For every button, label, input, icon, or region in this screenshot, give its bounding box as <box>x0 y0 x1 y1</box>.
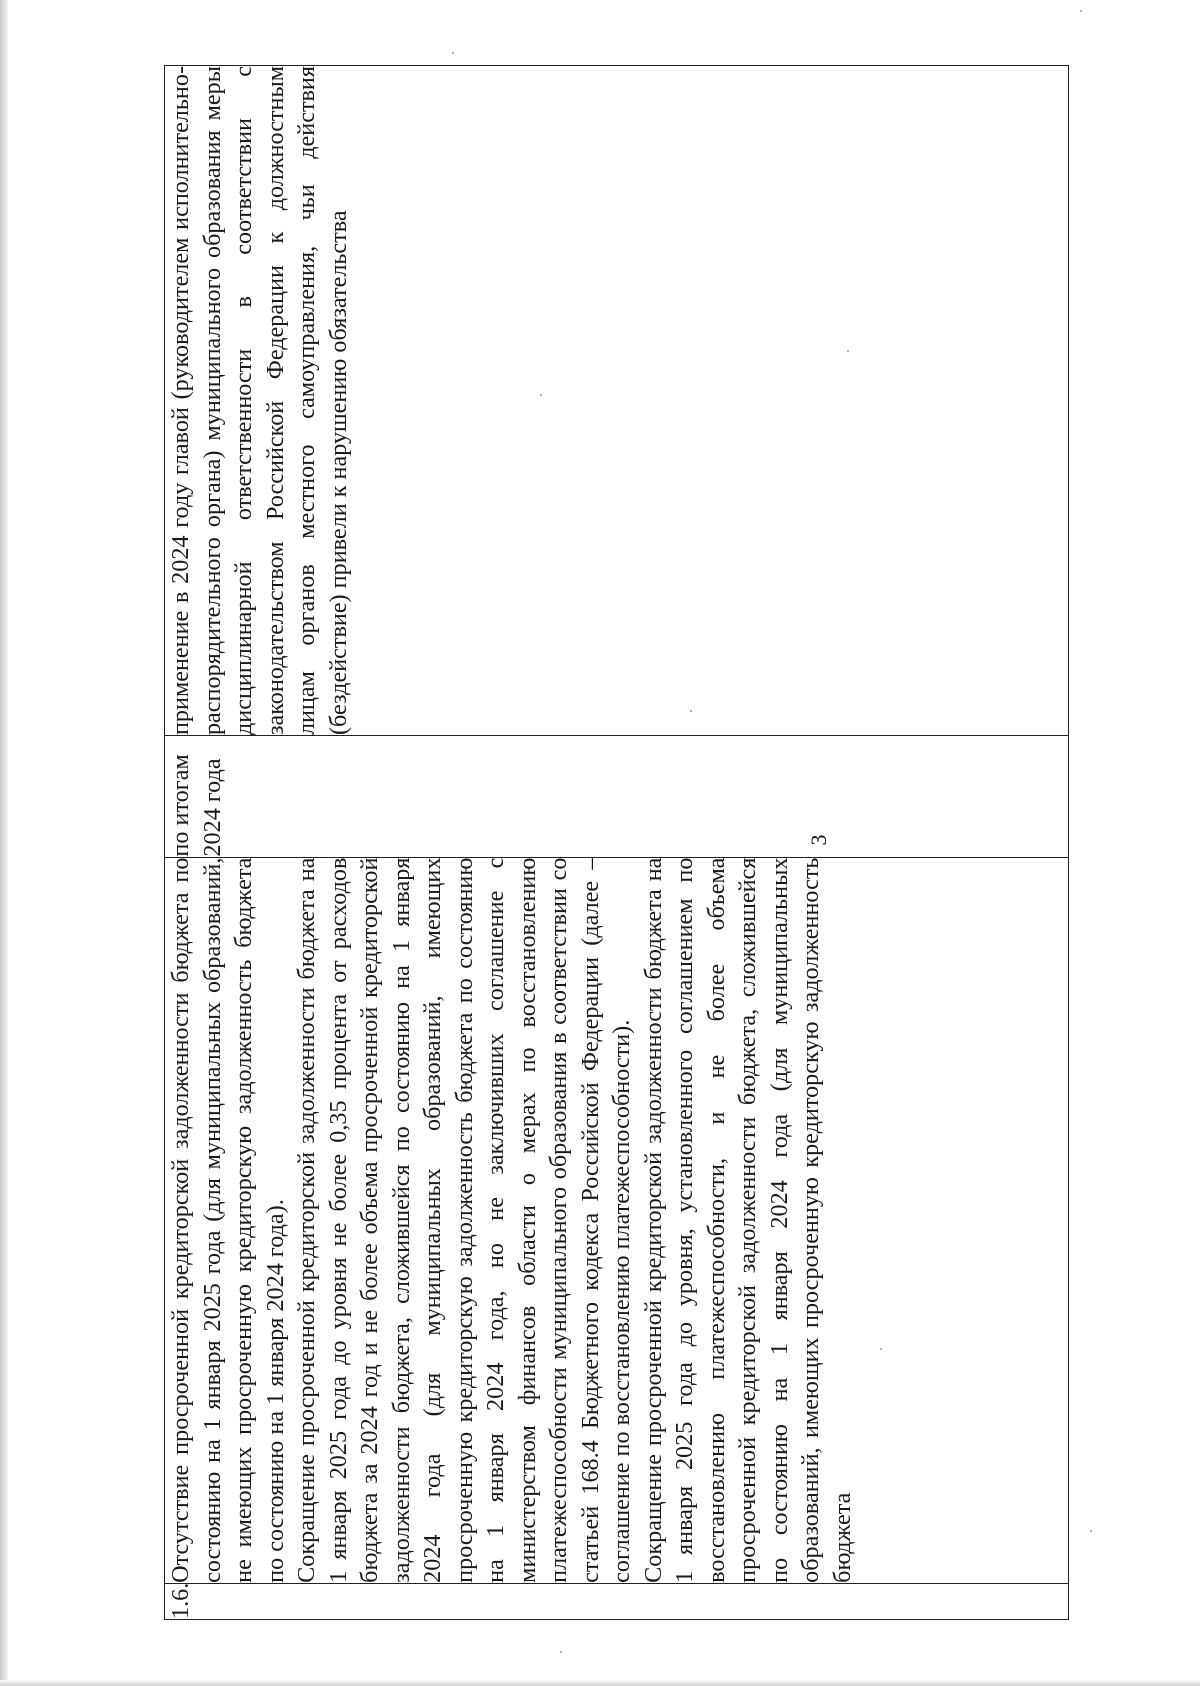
row-number: 1.6. <box>165 1583 1069 1619</box>
responsibility-cell: применение в 2024 году главой (руководителем исполнительно-распорядительного органа) муниципального образования меры дисциплинарной ответственности в соответствии с законодательством Российской Федерации к должностным лицам органов местного самоуправления, чьи действия (бездействие) привели к нарушению обязательства <box>165 66 1069 736</box>
measures-table-wrapper <box>164 65 1074 1620</box>
measures-table <box>164 65 1069 1620</box>
measure-cell <box>165 857 1069 1583</box>
table-row <box>165 66 1069 1620</box>
measure-paragraph: Сокращение просроченной кредиторской задолженности бюджета на 1 января 2025 года до уровня, установленного соглашением по восстановлению платежеспособности, и не более объема просроченной кредиторской задолженности бюджета, сложившейся по состоянию на 1 января 2024 года (для муниципальных образований, имеющих просроченную кредиторскую задолженность бюджета <box>639 857 856 1583</box>
page-number: 3 <box>806 834 831 846</box>
term-cell: по итогам 2024 года <box>165 736 1069 858</box>
measure-paragraph: Сокращение просроченной кредиторской задолженности бюджета на 1 января 2025 года до уровня не более 0,35 процента от расходов бюджета за 2024 год и не более объема просроченной кредиторской задолженности бюджета, сложившейся по состоянию на 1 января 2024 года (для муниципальных образований, имеющих просроченную кредиторскую задолженность бюджета по состоянию на 1 января 2024 года, но не заключивших соглашение с министерством финансов области о мерах по восстановлению платежеспособности муниципального образования в соответствии со статьей 168.4 Бюджетного кодекса Российской Федерации (далее – соглашение по восстановлению платежеспособности). <box>293 857 635 1583</box>
measure-paragraph: Отсутствие просроченной кредиторской задолженности бюджета по состоянию на 1 января 2025 года (для муниципальных образований, не имеющих просроченную кредиторскую задолженность бюджета по состоянию на 1 января 2024 года). <box>167 857 289 1583</box>
